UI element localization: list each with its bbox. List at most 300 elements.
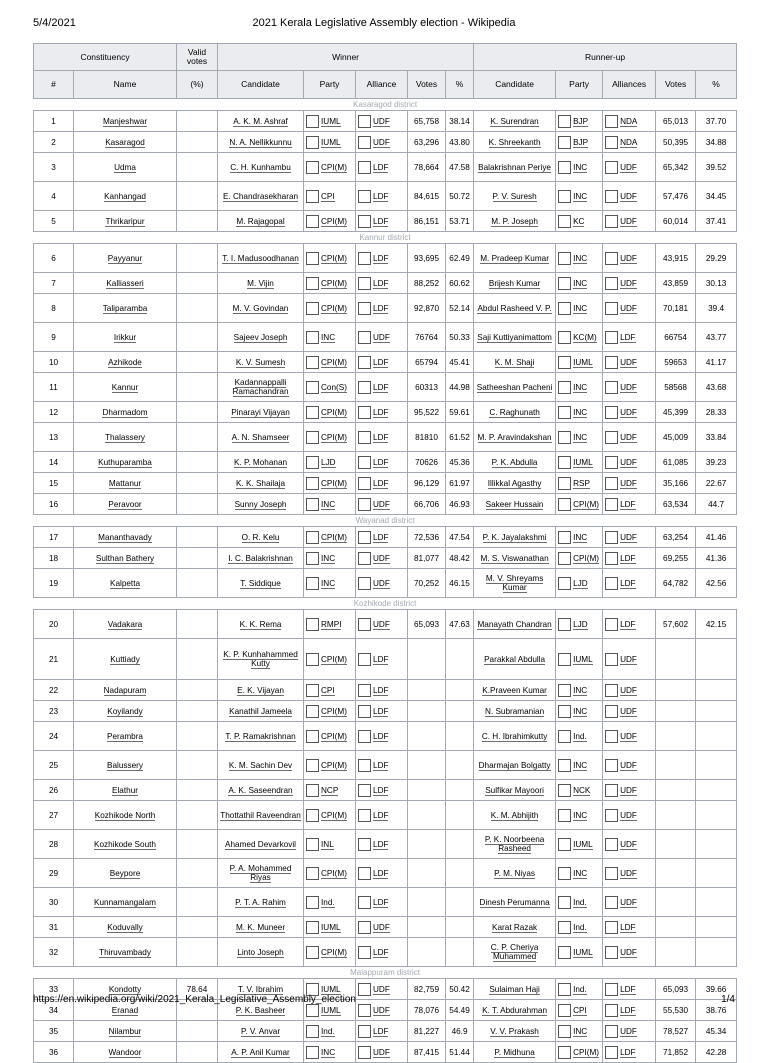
runner-candidate-text[interactable]: K.Praveen Kumar (482, 685, 547, 695)
runner-party-text[interactable]: INC (573, 868, 588, 878)
winner-candidate-text[interactable]: T. V. Ibrahim (237, 984, 284, 994)
winner-party-text[interactable]: CPI(M) (321, 731, 347, 741)
winner-candidate-text[interactable]: K. P. Kunhahammed Kutty (223, 650, 298, 668)
winner-party-text[interactable]: CPI(M) (321, 253, 347, 263)
constituency-name (74, 938, 177, 967)
winner-party-text[interactable]: Con(S) (321, 382, 347, 392)
runner-candidate-text[interactable]: Balakrishnan Periye (478, 162, 551, 172)
runner-alliance-text[interactable]: UDF (620, 760, 637, 770)
runner-candidate-text[interactable]: Sakeer Hussain (485, 499, 544, 509)
runner-candidate-text[interactable]: K. M. Abhijith (490, 810, 539, 820)
winner-alliance-text[interactable]: LDF (373, 1026, 389, 1036)
winner-party-text[interactable]: INC (321, 499, 336, 509)
winner-candidate-text[interactable]: E. K. Vijayan (237, 685, 284, 695)
winner-party-text[interactable]: CPI (321, 191, 335, 201)
winner-party-text[interactable]: IUML (321, 1005, 341, 1015)
winner-candidate-text[interactable]: N. A. Nellikkunnu (229, 137, 292, 147)
runner-alliance-text[interactable]: UDF (620, 382, 637, 392)
runner-alliance-text[interactable]: UDF (620, 868, 637, 878)
winner-votes (408, 294, 446, 323)
winner-party-text[interactable]: CPI(M) (321, 478, 347, 488)
runner-candidate-text[interactable]: Brijesh Kumar (488, 278, 541, 288)
winner-alliance-text[interactable]: LDF (373, 382, 389, 392)
party-color-swatch (306, 552, 319, 565)
winner-alliance-text[interactable]: UDF (373, 553, 390, 563)
winner-alliance-text[interactable]: LDF (373, 532, 389, 542)
runner-candidate-text[interactable]: P. Midhuna (494, 1047, 535, 1057)
winner-candidate-text[interactable]: E. Chandrasekharan (222, 191, 299, 201)
winner-pct (446, 294, 474, 323)
runner-candidate-text[interactable]: Saji Kuttiyanimattom (477, 332, 552, 342)
runner-candidate-text[interactable]: Sulfikar Mayoori (485, 785, 544, 795)
party-color-swatch (558, 161, 571, 174)
winner-alliance-text[interactable]: UDF (373, 1047, 390, 1057)
constituency-name-text[interactable]: Vadakara (107, 619, 143, 629)
winner-party-text[interactable]: INC (321, 553, 336, 563)
constituency-name-text[interactable]: Elathur (112, 785, 138, 795)
runner-party-text[interactable]: INC (573, 278, 588, 288)
constituency-name-text[interactable]: Udma (114, 162, 136, 172)
runner-candidate-text[interactable]: P. K. Noorbeena Rasheed (484, 835, 545, 853)
runner-party-text[interactable]: Ind. (573, 922, 587, 932)
runner-party-text[interactable]: Ind. (573, 984, 587, 994)
runner-candidate (474, 452, 556, 473)
winner-party-text[interactable]: IUML (321, 116, 341, 126)
winner-alliance-text[interactable]: UDF (373, 332, 390, 342)
winner-alliance (356, 751, 408, 780)
winner-candidate-text[interactable]: M. Vijin (247, 278, 274, 288)
winner-candidate-text[interactable]: P. V. Anvar (240, 1026, 281, 1036)
winner-party-text[interactable]: CPI(M) (321, 278, 347, 288)
constituency-name-text[interactable]: Kunnamangalam (94, 897, 156, 907)
constituency-name-text[interactable]: Dharmadom (102, 407, 148, 417)
winner-candidate-text[interactable]: Kadannappalli Ramachandran (232, 378, 289, 396)
runner-party-text[interactable]: IUML (573, 654, 593, 664)
runner-alliance-text[interactable]: LDF (620, 619, 636, 629)
constituency-name-text[interactable]: Kondotty (108, 984, 142, 994)
runner-party-text[interactable]: INC (573, 407, 588, 417)
party-color-swatch (605, 331, 618, 344)
runner-alliance-text[interactable]: UDF (620, 357, 637, 367)
runner-party-text[interactable]: INC (573, 760, 588, 770)
winner-alliance-text[interactable]: LDF (373, 357, 389, 367)
runner-alliance-text[interactable]: UDF (620, 947, 637, 957)
winner-candidate-text[interactable]: Sajeev Joseph (233, 332, 288, 342)
runner-candidate-text[interactable]: M. V. Shreyams Kumar (485, 574, 544, 592)
runner-candidate-text[interactable]: K. T. Abdurahman (482, 1005, 548, 1015)
constituency-name-text[interactable]: Thrikaripur (105, 216, 145, 226)
constituency-name-text[interactable]: Beypore (109, 868, 141, 878)
winner-candidate-text[interactable]: A. K. M. Ashraf (233, 116, 288, 126)
runner-candidate-text[interactable]: C. P. Cheriya Muhammed (490, 943, 539, 961)
winner-alliance-text[interactable]: LDF (373, 432, 389, 442)
runner-party-text[interactable]: Ind. (573, 731, 587, 741)
winner-pct (446, 680, 474, 701)
winner-alliance-text[interactable]: LDF (373, 654, 389, 664)
runner-alliance-text[interactable]: UDF (620, 278, 637, 288)
runner-alliance-text[interactable]: UDF (620, 685, 637, 695)
winner-pct-text: 61.97 (449, 478, 470, 488)
row-number (34, 722, 74, 751)
constituency-name-text[interactable]: Mananthavady (98, 532, 152, 542)
runner-alliance-text[interactable]: LDF (620, 922, 636, 932)
constituency-name-text[interactable]: Irikkur (113, 332, 137, 342)
winner-party (304, 153, 356, 182)
runner-pct (696, 494, 737, 515)
winner-candidate-text[interactable]: A. P. Anil Kumar (231, 1047, 290, 1057)
party-color-swatch (558, 531, 571, 544)
winner-alliance-text[interactable]: LDF (373, 407, 389, 417)
row-number-text: 33 (48, 984, 59, 994)
winner-candidate-text[interactable]: A. K. Saseendran (228, 785, 293, 795)
constituency-name-text[interactable]: Thalassery (104, 432, 146, 442)
party-color-swatch (558, 653, 571, 666)
runner-alliance-text[interactable]: LDF (620, 1047, 636, 1057)
runner-candidate-text[interactable]: M. P. Joseph (491, 216, 538, 226)
winner-candidate-text[interactable]: K. K. Rema (239, 619, 282, 629)
winner-party (304, 888, 356, 917)
winner-party-text[interactable]: Ind. (321, 1026, 335, 1036)
winner-party-text[interactable]: RMPI (321, 619, 342, 629)
constituency-name-text[interactable]: Kuthuparamba (98, 457, 152, 467)
constituency-name-text[interactable]: Koyilandy (107, 706, 143, 716)
runner-party-text[interactable]: INC (573, 706, 588, 716)
winner-party-text[interactable]: CPI(M) (321, 654, 347, 664)
winner-party-text[interactable]: IUML (321, 922, 341, 932)
runner-alliance-text[interactable]: UDF (620, 731, 637, 741)
runner-party-text[interactable]: IUML (573, 947, 593, 957)
constituency-name-text[interactable]: Koduvally (107, 922, 143, 932)
winner-party-text[interactable]: CPI(M) (321, 303, 347, 313)
runner-candidate-text[interactable]: Karat Razak (492, 922, 538, 932)
constituency-name-text[interactable]: Taliparamba (102, 303, 148, 313)
runner-party-text[interactable]: INC (573, 432, 588, 442)
constituency-name-text[interactable]: Kanhangad (104, 191, 146, 201)
runner-pct-text: 41.36 (705, 553, 727, 563)
runner-alliance-text[interactable]: LDF (620, 1005, 636, 1015)
runner-alliance-text[interactable]: UDF (620, 432, 637, 442)
winner-party-text[interactable]: CPI(M) (321, 162, 347, 172)
runner-party-text[interactable]: INC (573, 685, 588, 695)
valid-votes-pct (177, 917, 218, 938)
winner-alliance-text[interactable]: LDF (373, 278, 389, 288)
winner-party-text[interactable]: INC (321, 332, 336, 342)
runner-party-text[interactable]: RSP (573, 478, 590, 488)
runner-votes (656, 294, 696, 323)
runner-party-text[interactable]: CPI(M) (573, 553, 599, 563)
runner-candidate-text[interactable]: Illikkal Agasthy (487, 478, 542, 488)
runner-alliance-text[interactable]: UDF (620, 216, 637, 226)
winner-alliance-text[interactable]: LDF (373, 785, 389, 795)
runner-party-text[interactable]: KC (573, 216, 585, 226)
winner-candidate-text[interactable]: P. T. A. Rahim (235, 897, 286, 907)
winner-party-text[interactable]: CPI(M) (321, 532, 347, 542)
winner-candidate-text[interactable]: I. C. Balakrishnan (228, 553, 293, 563)
runner-alliance-text[interactable]: UDF (620, 457, 637, 467)
runner-alliance-text[interactable]: UDF (620, 785, 637, 795)
runner-alliance-text[interactable]: NDA (620, 137, 638, 147)
winner-party-text[interactable]: LJD (321, 457, 336, 467)
constituency-name-text[interactable]: Wandoor (108, 1047, 142, 1057)
party-color-swatch (358, 498, 371, 511)
party-color-swatch (558, 552, 571, 565)
winner-alliance-text[interactable]: LDF (373, 162, 389, 172)
winner-alliance-text[interactable]: UDF (373, 1005, 390, 1015)
runner-alliance-text[interactable]: NDA (620, 116, 638, 126)
district-row (34, 515, 737, 527)
winner-candidate-text[interactable]: Linto Joseph (237, 947, 284, 957)
runner-party-text[interactable]: Ind. (573, 897, 587, 907)
constituency-name-text[interactable]: Payyanur (107, 253, 143, 263)
winner-pct (446, 639, 474, 680)
winner-candidate-text[interactable]: T. Siddique (240, 578, 281, 588)
runner-alliance-text[interactable]: UDF (620, 706, 637, 716)
constituency-name-text[interactable]: Balussery (107, 760, 143, 770)
runner-alliance-text[interactable]: UDF (620, 654, 637, 664)
party-color-swatch (605, 1004, 618, 1017)
runner-party-text[interactable]: INC (573, 532, 588, 542)
winner-alliance-text[interactable]: LDF (373, 760, 389, 770)
runner-party-text[interactable]: LJD (573, 578, 588, 588)
winner-alliance-text[interactable]: LDF (373, 303, 389, 313)
runner-candidate-text[interactable]: P. K. Abdulla (491, 457, 538, 467)
winner-candidate-text[interactable]: M. K. Muneer (235, 922, 286, 932)
constituency-name-text[interactable]: Manjeshwar (102, 116, 148, 126)
winner-party-text[interactable]: CPI(M) (321, 357, 347, 367)
runner-party-text[interactable]: IUML (573, 457, 593, 467)
party-color-swatch (558, 381, 571, 394)
constituency-name-text[interactable]: Kannur (111, 382, 139, 392)
runner-alliance-text[interactable]: UDF (620, 532, 637, 542)
runner-candidate-text[interactable]: M. Pradeep Kumar (480, 253, 549, 263)
runner-pct (696, 701, 737, 722)
winner-candidate-text[interactable]: C. H. Kunhambu (230, 162, 291, 172)
runner-alliance-text[interactable]: UDF (620, 897, 637, 907)
party-color-swatch (306, 946, 319, 959)
runner-party-text[interactable]: BJP (573, 116, 589, 126)
winner-party-text[interactable]: CPI(M) (321, 216, 347, 226)
runner-candidate-text[interactable]: C. Raghunath (489, 407, 540, 417)
winner-alliance-text[interactable]: LDF (373, 216, 389, 226)
winner-party-text[interactable]: INL (321, 839, 334, 849)
runner-alliance-text[interactable]: UDF (620, 407, 637, 417)
winner-alliance-text[interactable]: LDF (373, 191, 389, 201)
table-row (34, 494, 737, 515)
runner-alliance-text[interactable]: UDF (620, 839, 637, 849)
constituency-name-text[interactable]: Thiruvambady (99, 947, 151, 957)
winner-candidate-text[interactable]: K. M. Sachin Dev (228, 760, 293, 770)
constituency-name-text[interactable]: Kuttiady (110, 654, 140, 664)
winner-candidate-text[interactable]: M. V. Govindan (232, 303, 289, 313)
winner-party-text[interactable]: CPI(M) (321, 760, 347, 770)
constituency-name-text[interactable]: Eranad (111, 1005, 139, 1015)
winner-alliance-text[interactable]: UDF (373, 984, 390, 994)
runner-votes-text: 50,395 (663, 137, 689, 147)
runner-alliance-text[interactable]: LDF (620, 332, 636, 342)
winner-candidate-text[interactable]: O. R. Kelu (241, 532, 280, 542)
runner-candidate-text[interactable]: P. V. Suresh (492, 191, 537, 201)
runner-party-text[interactable]: IUML (573, 839, 593, 849)
winner-candidate-text[interactable]: Ahamed Devarkovil (225, 839, 297, 849)
winner-candidate-text[interactable]: Sunny Joseph (234, 499, 287, 509)
constituency-name-text[interactable]: Perambra (107, 731, 143, 741)
runner-alliance-text[interactable]: UDF (620, 303, 637, 313)
winner-candidate-text[interactable]: Pinarayi Vijayan (231, 407, 290, 417)
winner-alliance-text[interactable]: LDF (373, 478, 389, 488)
winner-alliance-text[interactable]: LDF (373, 947, 389, 957)
winner-alliance-text[interactable]: UDF (373, 922, 390, 932)
runner-party-text[interactable]: CPI(M) (573, 499, 599, 509)
winner-candidate-text[interactable]: P. K. Basheer (235, 1005, 286, 1015)
winner-candidate-text[interactable]: P. A. Mohammed Riyas (229, 864, 292, 882)
runner-candidate-text[interactable]: P. M. Niyas (494, 868, 535, 878)
winner-alliance-text[interactable]: LDF (373, 685, 389, 695)
runner-candidate-text[interactable]: Abdul Rasheed V. P. (477, 303, 552, 313)
constituency-name-text[interactable]: Kasaragod (105, 137, 145, 147)
runner-candidate-text[interactable]: Sulaiman Haji (489, 984, 540, 994)
winner-alliance-text[interactable]: LDF (373, 868, 389, 878)
runner-party-text[interactable]: CPI (573, 1005, 587, 1015)
runner-alliance-text[interactable]: UDF (620, 810, 637, 820)
winner-alliance-text[interactable]: LDF (373, 810, 389, 820)
constituency-name-text[interactable]: Sulthan Bathery (95, 553, 155, 563)
runner-alliance-text[interactable]: UDF (620, 253, 637, 263)
runner-alliance-text[interactable]: UDF (620, 191, 637, 201)
winner-party-text[interactable]: CPI(M) (321, 407, 347, 417)
winner-party-text[interactable]: CPI (321, 685, 335, 695)
winner-candidate-text[interactable]: Thottathil Raveendran (220, 810, 301, 820)
runner-party-text[interactable]: NCK (573, 785, 591, 795)
runner-candidate-text[interactable]: M. S. Viswanathan (480, 553, 549, 563)
winner-alliance-text[interactable]: UDF (373, 619, 390, 629)
runner-candidate-text[interactable]: C. H. Ibrahimkutty (481, 731, 548, 741)
winner-candidate-text[interactable]: K. P. Mohanan (233, 457, 288, 467)
winner-alliance-text[interactable]: LDF (373, 839, 389, 849)
winner-alliance-text[interactable]: LDF (373, 457, 389, 467)
winner-party-text[interactable]: CPI(M) (321, 810, 347, 820)
runner-alliance-text[interactable]: UDF (620, 478, 637, 488)
winner-candidate-text[interactable]: K. V. Sumesh (235, 357, 286, 367)
runner-alliance-text[interactable]: LDF (620, 499, 636, 509)
runner-candidate-text[interactable]: Dinesh Perumanna (479, 897, 550, 907)
runner-candidate-text[interactable]: Manayath Chandran (477, 619, 552, 629)
row-number (34, 111, 74, 132)
runner-pct (696, 938, 737, 967)
winner-party-text[interactable]: IUML (321, 984, 341, 994)
runner-candidate-text[interactable]: K. Surendran (490, 116, 539, 126)
winner-candidate (218, 132, 304, 153)
runner-candidate-text[interactable]: P. K. Jayalakshmi (482, 532, 547, 542)
winner-party-text[interactable]: CPI(M) (321, 432, 347, 442)
winner-alliance-text[interactable]: UDF (373, 137, 390, 147)
winner-alliance (356, 244, 408, 273)
runner-party (556, 859, 603, 888)
winner-candidate-text[interactable]: K. K. Shailaja (235, 478, 286, 488)
runner-candidate-text[interactable]: Satheeshan Pacheni (476, 382, 553, 392)
runner-candidate-text[interactable]: K. Shreekanth (488, 137, 541, 147)
constituency-name-text[interactable]: Kozhikode South (94, 839, 156, 849)
runner-alliance-text[interactable]: UDF (620, 1026, 637, 1036)
party-color-swatch (306, 921, 319, 934)
runner-candidate-text[interactable]: N. Subramanian (484, 706, 545, 716)
party-color-swatch (605, 498, 618, 511)
winner-votes (408, 569, 446, 598)
constituency-name-text[interactable]: Nadapuram (103, 685, 147, 695)
winner-candidate-text[interactable]: A. N. Shamseer (231, 432, 290, 442)
header-r-candidate: Candidate (474, 71, 556, 99)
winner-alliance-text[interactable]: LDF (373, 706, 389, 716)
runner-candidate (474, 830, 556, 859)
winner-party-text[interactable]: Ind. (321, 897, 335, 907)
runner-party-text[interactable]: CPI(M) (573, 1047, 599, 1057)
constituency-name-text[interactable]: Azhikode (108, 357, 142, 367)
winner-party-text[interactable]: NCP (321, 785, 339, 795)
winner-party-text[interactable]: INC (321, 578, 336, 588)
runner-party-text[interactable]: INC (573, 253, 588, 263)
runner-party-text[interactable]: INC (573, 382, 588, 392)
winner-party-text[interactable]: IUML (321, 137, 341, 147)
runner-candidate-text[interactable]: Dharmajan Bolgatty (478, 760, 551, 770)
winner-candidate (218, 294, 304, 323)
constituency-name-text[interactable]: Peravoor (108, 499, 142, 509)
winner-votes (408, 780, 446, 801)
runner-party-text[interactable]: LJD (573, 619, 588, 629)
constituency-name-text[interactable]: Mattanur (108, 478, 142, 488)
winner-candidate-text[interactable]: Kanathil Jameela (229, 706, 292, 716)
winner-candidate-text[interactable]: T. I. Madusoodhanan (222, 253, 299, 263)
runner-party-text[interactable]: IUML (573, 357, 593, 367)
winner-pct (446, 452, 474, 473)
runner-alliance-text[interactable]: LDF (620, 984, 636, 994)
runner-candidate-text[interactable]: K. M. Shaji (494, 357, 535, 367)
party-color-swatch (605, 431, 618, 444)
runner-candidate-text[interactable]: Parakkal Abdulla (484, 654, 546, 664)
runner-candidate-text[interactable]: V. V. Prakash (490, 1026, 539, 1036)
winner-candidate-text[interactable]: M. Rajagopal (236, 216, 285, 226)
winner-party-text[interactable]: CPI(M) (321, 947, 347, 957)
constituency-name-text[interactable]: Nilambur (108, 1026, 142, 1036)
winner-alliance-text[interactable]: UDF (373, 578, 390, 588)
constituency-name-text[interactable]: Kalpetta (109, 578, 141, 588)
winner-party-text[interactable]: CPI(M) (321, 868, 347, 878)
winner-party-text[interactable]: INC (321, 1047, 336, 1057)
runner-alliance-text[interactable]: UDF (620, 162, 637, 172)
winner-alliance-text[interactable]: UDF (373, 499, 390, 509)
winner-alliance-text[interactable]: LDF (373, 731, 389, 741)
winner-party (304, 373, 356, 402)
runner-party-text[interactable]: BJP (573, 137, 589, 147)
constituency-name-text[interactable]: Kalliasseri (106, 278, 144, 288)
constituency-name-text[interactable]: Kozhikode North (94, 810, 156, 820)
winner-alliance-text[interactable]: UDF (373, 116, 390, 126)
runner-votes (656, 452, 696, 473)
runner-party-text[interactable]: KC(M) (573, 332, 597, 342)
table-row (34, 1042, 737, 1063)
runner-party-text[interactable]: INC (573, 162, 588, 172)
runner-candidate-text[interactable]: M. P. Aravindakshan (477, 432, 552, 442)
runner-party-text[interactable]: INC (573, 191, 588, 201)
runner-party-text[interactable]: INC (573, 810, 588, 820)
party-color-swatch (558, 838, 571, 851)
runner-party-text[interactable]: INC (573, 1026, 588, 1036)
winner-alliance-text[interactable]: LDF (373, 897, 389, 907)
runner-alliance-text[interactable]: LDF (620, 553, 636, 563)
winner-candidate-text[interactable]: T. P. Ramakrishnan (225, 731, 296, 741)
winner-party-text[interactable]: CPI(M) (321, 706, 347, 716)
runner-party-text[interactable]: INC (573, 303, 588, 313)
runner-alliance-text[interactable]: LDF (620, 578, 636, 588)
winner-alliance-text[interactable]: LDF (373, 253, 389, 263)
